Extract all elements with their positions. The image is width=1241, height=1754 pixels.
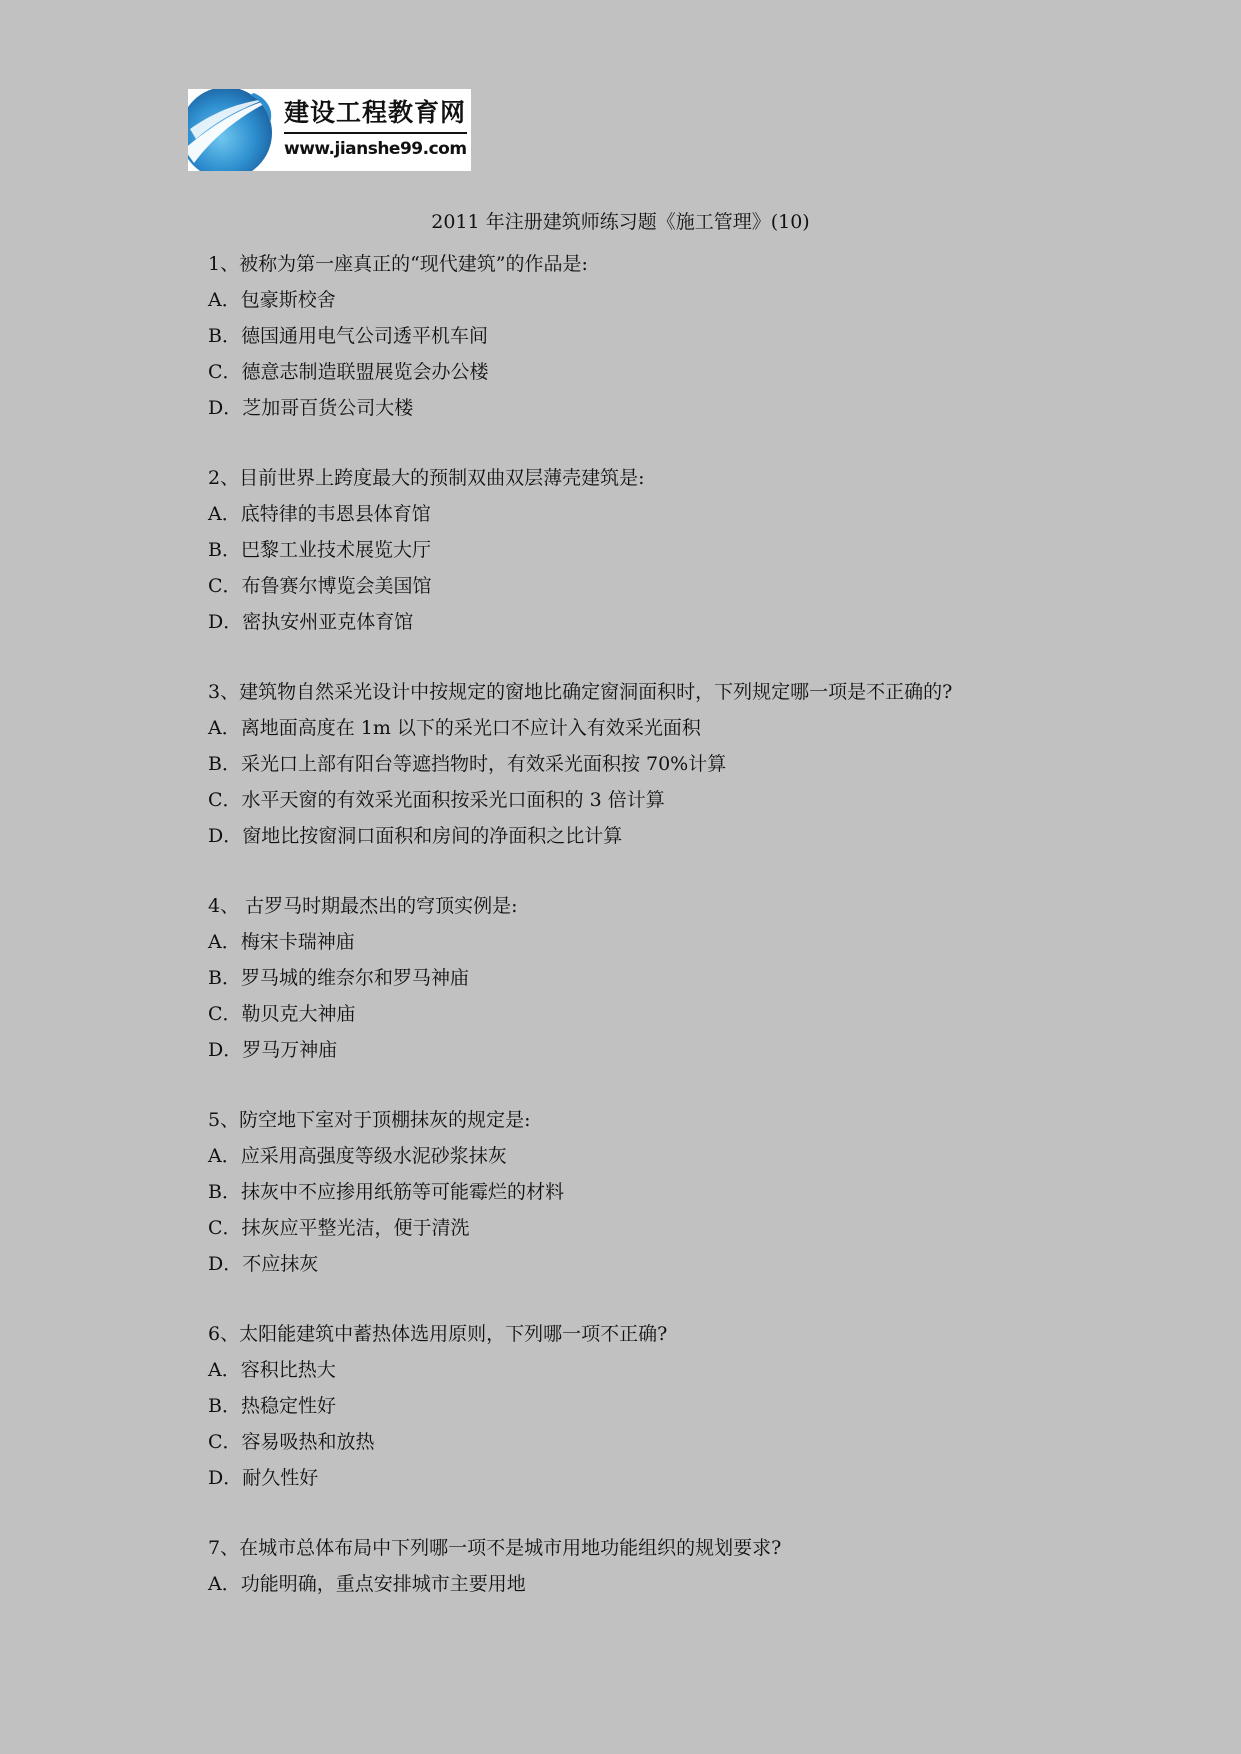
question bbox=[208, 674, 1208, 854]
answer-option: C．勒贝克大神庙 bbox=[208, 1003, 356, 1025]
question bbox=[208, 1102, 1208, 1282]
answer-option: B．巴黎工业技术展览大厅 bbox=[208, 539, 431, 561]
answer-option: D．窗地比按窗洞口面积和房间的净面积之比计算 bbox=[208, 825, 623, 847]
answer-option: B．热稳定性好 bbox=[208, 1395, 336, 1417]
answer-option: A．底特律的韦恩县体育馆 bbox=[208, 503, 431, 525]
answer-option: A．应采用高强度等级水泥砂浆抹灰 bbox=[208, 1145, 507, 1167]
question bbox=[208, 246, 1208, 426]
answer-option: C．容易吸热和放热 bbox=[208, 1431, 375, 1453]
answer-option: D．不应抹灰 bbox=[208, 1253, 319, 1275]
answer-option: A．容积比热大 bbox=[208, 1359, 336, 1381]
question bbox=[208, 888, 1208, 1068]
document-title: 2011 年注册建筑师练习题《施工管理》(10) bbox=[431, 211, 810, 233]
answer-option: C．布鲁赛尔博览会美国馆 bbox=[208, 575, 432, 597]
question-stem: 5、防空地下室对于顶棚抹灰的规定是: bbox=[208, 1109, 531, 1131]
question bbox=[208, 1530, 1208, 1602]
answer-option: B．抹灰中不应掺用纸筋等可能霉烂的材料 bbox=[208, 1181, 564, 1203]
answer-option: B．德国通用电气公司透平机车间 bbox=[208, 325, 488, 347]
question-stem: 3、建筑物自然采光设计中按规定的窗地比确定窗洞面积时，下列规定哪一项是不正确的? bbox=[208, 681, 953, 703]
answer-option: D．罗马万神庙 bbox=[208, 1039, 338, 1061]
site-name: 建设工程教育网 bbox=[284, 98, 467, 127]
answer-option: A．功能明确，重点安排城市主要用地 bbox=[208, 1573, 526, 1595]
site-url: www.jianshe99.com bbox=[284, 139, 467, 159]
answer-option: C．抹灰应平整光洁，便于清洗 bbox=[208, 1217, 470, 1239]
site-logo[interactable] bbox=[188, 89, 471, 171]
question-stem: 1、被称为第一座真正的“现代建筑”的作品是: bbox=[208, 253, 588, 275]
question-list bbox=[208, 246, 1208, 1636]
question-stem: 6、太阳能建筑中蓄热体选用原则，下列哪一项不正确? bbox=[208, 1323, 668, 1345]
answer-option: A．梅宋卡瑞神庙 bbox=[208, 931, 355, 953]
question bbox=[208, 1316, 1208, 1496]
answer-option: C．德意志制造联盟展览会办公楼 bbox=[208, 361, 489, 383]
answer-option: D．芝加哥百货公司大楼 bbox=[208, 397, 414, 419]
question bbox=[208, 460, 1208, 640]
answer-option: B．罗马城的维奈尔和罗马神庙 bbox=[208, 967, 469, 989]
question-stem: 2、目前世界上跨度最大的预制双曲双层薄壳建筑是: bbox=[208, 467, 645, 489]
question-stem: 4、 古罗马时期最杰出的穹顶实例是: bbox=[208, 895, 518, 917]
globe-swoosh-icon bbox=[188, 89, 284, 171]
answer-option: B．采光口上部有阳台等遮挡物时，有效采光面积按 70%计算 bbox=[208, 753, 727, 775]
answer-option: A．包豪斯校舍 bbox=[208, 289, 336, 311]
logo-divider bbox=[284, 132, 467, 134]
question-stem: 7、在城市总体布局中下列哪一项不是城市用地功能组织的规划要求? bbox=[208, 1537, 782, 1559]
answer-option: D．耐久性好 bbox=[208, 1467, 319, 1489]
answer-option: D．密执安州亚克体育馆 bbox=[208, 611, 414, 633]
answer-option: C．水平天窗的有效采光面积按采光口面积的 3 倍计算 bbox=[208, 789, 665, 811]
answer-option: A．离地面高度在 1m 以下的采光口不应计入有效采光面积 bbox=[208, 717, 701, 739]
